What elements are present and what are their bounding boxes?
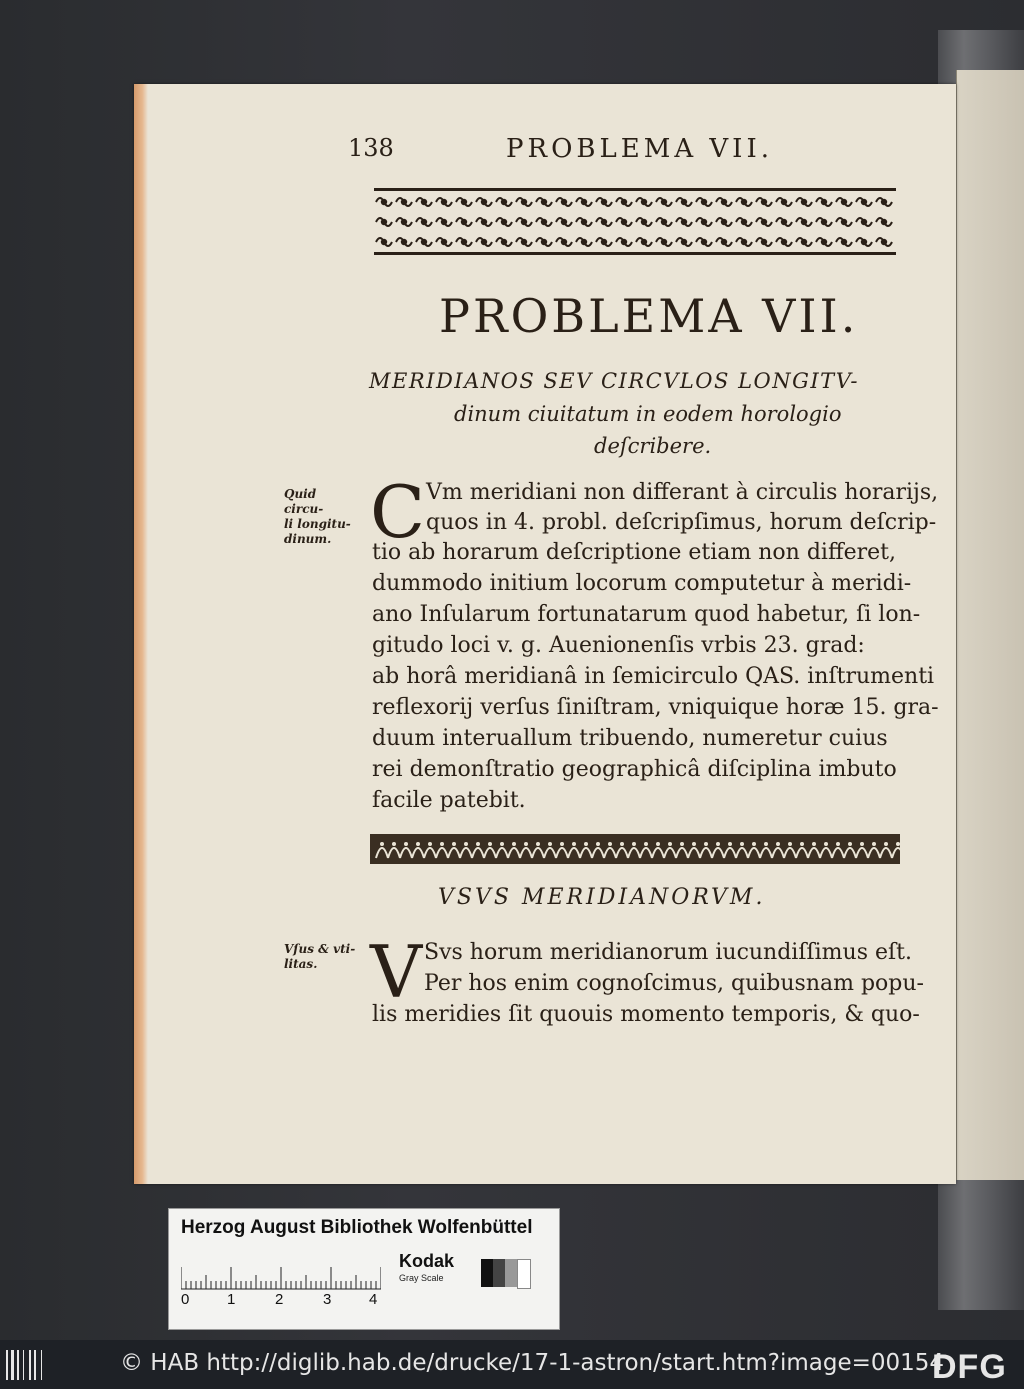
- section-heading: VSVS MERIDIANORVM.: [438, 885, 766, 910]
- body-line: reflexorij verſus ſiniſtram, vniquique horæ 15. gra-: [372, 695, 939, 720]
- gray-swatch: [517, 1259, 531, 1289]
- institution-name: Herzog August Bibliothek Wolfenbüttel: [181, 1217, 533, 1238]
- ruler-label: 2: [275, 1291, 284, 1308]
- page-edge: [134, 84, 148, 1184]
- kodak-logo: Kodak: [399, 1251, 455, 1271]
- ruler-label: 4: [369, 1291, 378, 1308]
- footer-bar: [0, 1340, 1024, 1389]
- subtitle-line-1: MERIDIANOS SEV CIRCVLOS LONGITV-: [369, 369, 860, 393]
- body-line: tio ab horarum deſcriptione etiam non differet,: [372, 540, 896, 565]
- copyright-link[interactable]: © HAB http://diglib.hab.de/drucke/17-1-astron/start.htm?image=00154: [120, 1350, 945, 1376]
- gray-swatch: [481, 1259, 493, 1287]
- ruler-label: 1: [227, 1291, 236, 1308]
- subtitle-line-2: dinum ciuitatum in eodem horologio: [454, 402, 842, 426]
- ruler-scale: [181, 1253, 381, 1293]
- book-page: [134, 84, 956, 1184]
- body-line: Svs horum meridianorum iucundiſſimus eſt.: [424, 940, 912, 965]
- margin-note-2: Vſus & vti- litas.: [284, 942, 356, 971]
- gray-scale-label: Gray Scale: [399, 1273, 444, 1283]
- body-line: lis meridies ſit quouis momento temporis, & quo-: [372, 1002, 920, 1027]
- barcode-icon: [6, 1350, 50, 1380]
- body-line: rei demonſtratio geographicâ diſciplina imbuto: [372, 757, 897, 782]
- dfg-logo: DFG: [932, 1348, 1007, 1386]
- running-title: PROBLEMA VII.: [506, 134, 773, 164]
- ornament-headpiece: [370, 182, 900, 262]
- body-line: quos in 4. probl. deſcripſimus, horum deſcrip-: [426, 510, 937, 535]
- body-line: facile patebit.: [372, 788, 526, 813]
- color-card: [168, 1208, 560, 1330]
- body-line: ano Inſularum fortunatarum quod habetur, ſi lon-: [372, 602, 921, 627]
- body-line: Vm meridiani non differant à circulis horarijs,: [426, 480, 939, 505]
- ruler-label: 0: [181, 1291, 190, 1308]
- body-line: ab horâ meridianâ in ſemicirculo QAS. inſtrumenti: [372, 664, 935, 689]
- facing-page-edge: [956, 70, 1024, 1180]
- ornament-divider: [370, 832, 900, 866]
- subtitle-line-3: deſcribere.: [594, 434, 712, 458]
- body-line: gitudo loci v. g. Auenionenſis vrbis 23. grad:: [372, 633, 865, 658]
- ruler-label: 3: [323, 1291, 332, 1308]
- body-line: Per hos enim cognoſcimus, quibusnam popu-: [424, 971, 924, 996]
- page-number: 138: [348, 134, 394, 162]
- dropcap-c: C: [370, 470, 426, 554]
- problem-title: PROBLEMA VII.: [439, 289, 859, 343]
- margin-note-1: Quid circu- li longitu- dinum.: [284, 487, 351, 546]
- gray-swatch: [493, 1259, 505, 1287]
- body-line: duum interuallum tribuendo, numeretur cuius: [372, 726, 888, 751]
- gray-swatch: [505, 1259, 517, 1287]
- body-line: dummodo initium locorum computetur à meridi-: [372, 571, 912, 596]
- dropcap-v: V: [370, 930, 422, 1014]
